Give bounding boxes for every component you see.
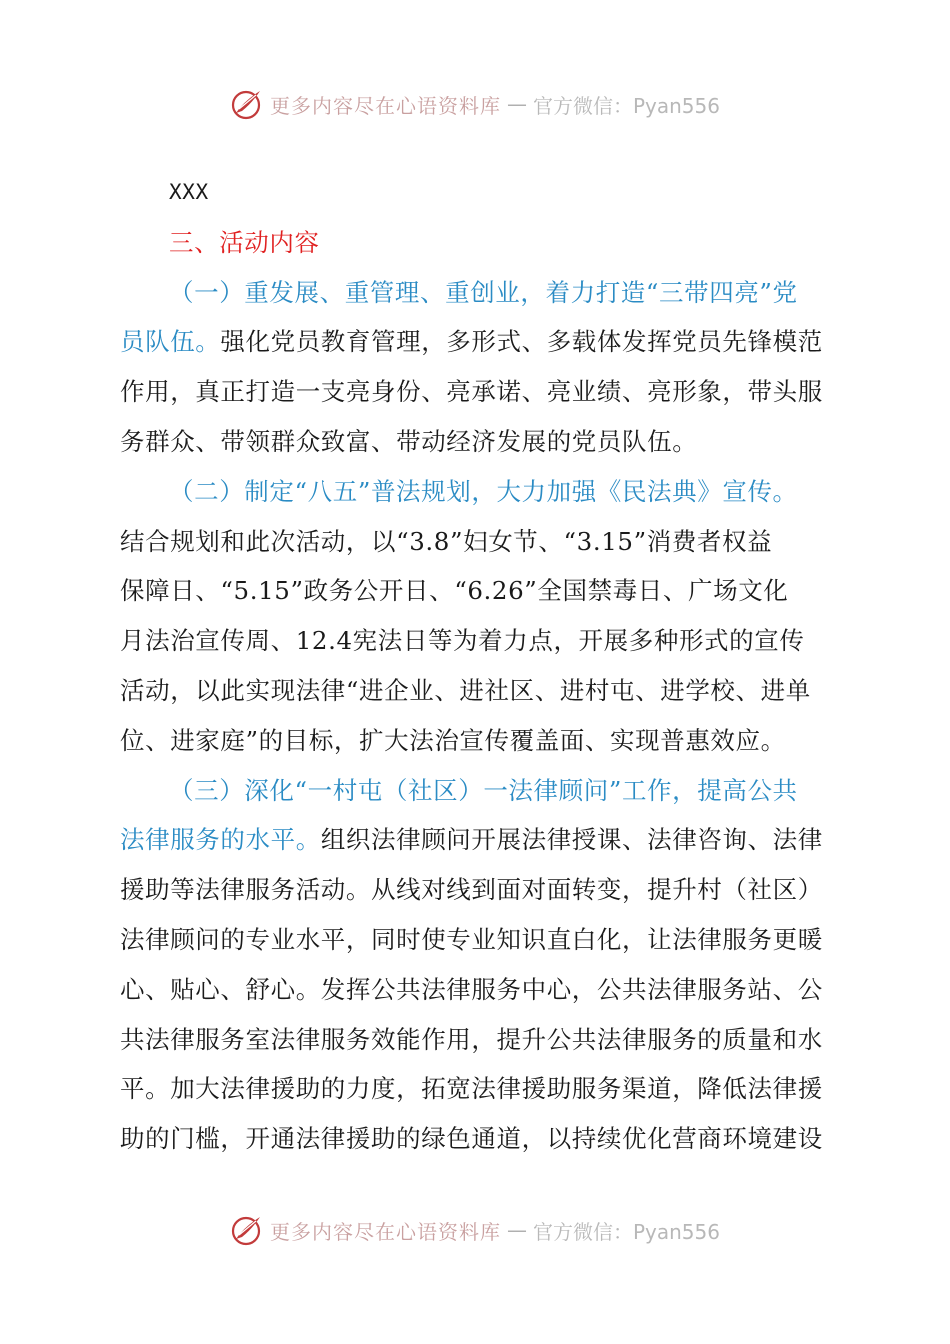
document-body xyxy=(120,168,832,1164)
quill-logo-icon xyxy=(230,1213,264,1247)
watermark-wechat: 官方微信：Pyan556 xyxy=(532,1219,720,1244)
paragraph-2 xyxy=(120,467,832,766)
p2-line3: 保障日、“5.15”政务公开日、“6.26”全国禁毒日、广场文化 xyxy=(120,576,789,606)
footer-watermark xyxy=(0,1210,950,1250)
p2-line2: 结合规划和此次活动，以“3.8”妇女节、“3.15”消费者权益 xyxy=(120,526,773,556)
quill-logo-icon xyxy=(230,87,264,121)
p3-line3: 援助等法律服务活动。从线对线到面对面转变，提升村（社区） xyxy=(120,875,823,905)
p1-heading-cont: 员队伍。 xyxy=(120,327,221,357)
p3-heading-cont: 法律服务的水平。 xyxy=(120,825,321,855)
p1-line3: 作用，真正打造一支亮身份、亮承诺、亮业绩、亮形象，带头服 xyxy=(120,377,823,407)
p2-line5: 活动，以此实现法律“进企业、进社区、进村屯、进学校、进单 xyxy=(120,675,811,705)
paragraph-3 xyxy=(120,766,832,1164)
watermark-text: 更多内容尽在心语资料库 xyxy=(269,1219,501,1244)
watermark-text: 更多内容尽在心语资料库 xyxy=(269,93,501,118)
p3-line6: 共法律服务室法律服务效能作用，提升公共法律服务的质量和水 xyxy=(120,1024,823,1054)
section-title: 三、活动内容 xyxy=(169,227,320,257)
p1-line4: 务群众、带领群众致富、带动经济发展的党员队伍。 xyxy=(120,426,698,456)
p3-line8: 助的门槛，开通法律援助的绿色通道，以持续优化营商环境建设 xyxy=(120,1124,823,1154)
p1-line2-text: 强化党员教育管理，多形式、多载体发挥党员先锋模范 xyxy=(220,327,823,357)
p1-line2 xyxy=(120,317,832,367)
p3-heading: （三）深化“一村屯（社区）一法律顾问”工作，提高公共 xyxy=(169,775,798,805)
watermark-wechat: 官方微信：Pyan556 xyxy=(532,93,720,118)
p3-line7: 平。加大法律援助的力度，拓宽法律援助服务渠道，降低法律援 xyxy=(120,1074,823,1104)
p3-line4: 法律顾问的专业水平，同时使专业知识直白化，让法律服务更暖 xyxy=(120,924,823,954)
p3-line2 xyxy=(120,815,832,865)
p2-line6: 位、进家庭”的目标，扩大法治宣传覆盖面、实现普惠效应。 xyxy=(120,725,786,755)
p2-heading: （二）制定“八五”普法规划，大力加强《民法典》宣传。 xyxy=(169,476,798,506)
watermark-separator: — xyxy=(506,1218,527,1242)
doc-marker: XXX xyxy=(169,180,209,204)
p1-heading: （一）重发展、重管理、重创业，着力打造“三带四亮”党 xyxy=(169,277,798,307)
watermark-separator: — xyxy=(506,92,527,116)
p3-line2-text: 组织法律顾问开展法律授课、法律咨询、法律 xyxy=(320,825,823,855)
p3-line5: 心、贴心、舒心。发挥公共法律服务中心，公共法律服务站、公 xyxy=(120,974,823,1004)
paragraph-1 xyxy=(120,268,832,467)
p2-line4: 月法治宣传周、12.4宪法日等为着力点，开展多种形式的宣传 xyxy=(120,626,805,656)
header-watermark xyxy=(0,84,950,124)
